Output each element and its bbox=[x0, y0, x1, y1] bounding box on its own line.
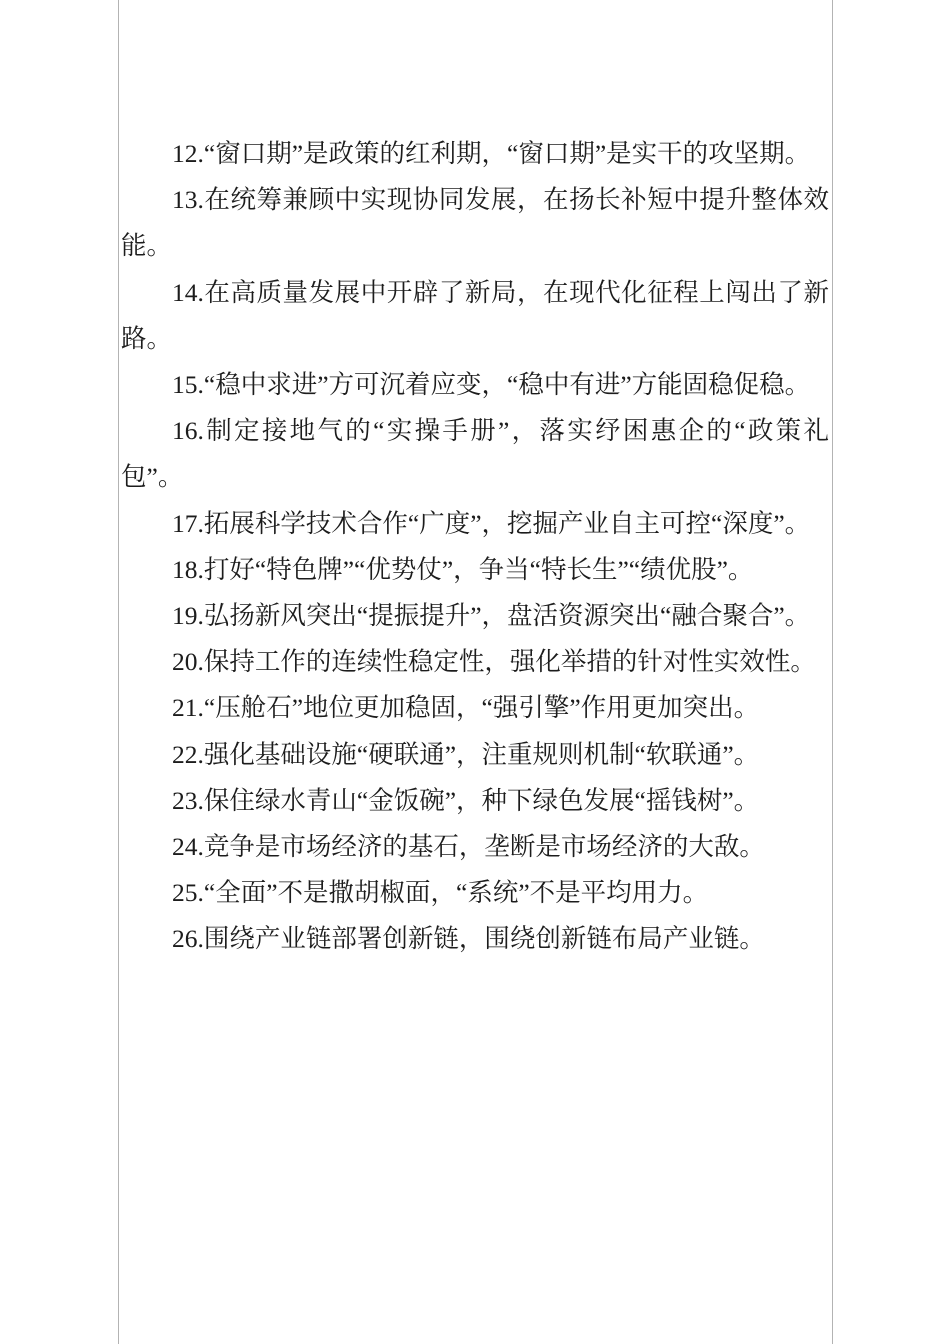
list-item bbox=[121, 639, 829, 685]
item-number: 19. bbox=[172, 601, 204, 631]
list-item bbox=[121, 270, 829, 362]
item-number: 12. bbox=[172, 139, 204, 168]
item-text: 竞争是市场经济的基石，垄断是市场经济的大敌。 bbox=[203, 832, 765, 862]
item-text: 围绕产业链部署创新链，围绕创新链布局产业链。 bbox=[203, 924, 765, 954]
item-text: 弘扬新风突出“提振提升”，盘活资源突出“融合聚合”。 bbox=[203, 601, 811, 631]
item-number: 17. bbox=[172, 508, 204, 538]
item-text: “窗口期”是政策的红利期，“窗口期”是实干的攻坚期。 bbox=[203, 139, 811, 168]
item-number: 20. bbox=[172, 647, 204, 677]
item-text: 在统筹兼顾中实现协同发展，在扬长补短中提升整体效能。 bbox=[121, 185, 829, 261]
item-number: 15. bbox=[172, 370, 204, 400]
item-text: 制定接地气的“实操手册”，落实纾困惠企的“政策礼包”。 bbox=[121, 416, 829, 492]
list-item bbox=[121, 547, 829, 593]
item-number: 16. bbox=[172, 416, 204, 446]
list-item bbox=[121, 732, 829, 778]
item-text: “稳中求进”方可沉着应变，“稳中有进”方能固稳促稳。 bbox=[203, 370, 811, 400]
list-item bbox=[121, 131, 829, 177]
item-text: “全面”不是撒胡椒面，“系统”不是平均用力。 bbox=[203, 878, 709, 908]
list-item bbox=[121, 870, 829, 916]
item-text: 在高质量发展中开辟了新局，在现代化征程上闯出了新路。 bbox=[121, 277, 829, 353]
list-item bbox=[121, 778, 829, 824]
list-item bbox=[121, 362, 829, 408]
list-item bbox=[121, 685, 829, 731]
item-number: 24. bbox=[172, 832, 204, 862]
item-number: 26. bbox=[172, 924, 204, 954]
item-number: 25. bbox=[172, 878, 204, 908]
list-item bbox=[121, 177, 829, 269]
list-item bbox=[121, 593, 829, 639]
page-margin-line-right bbox=[832, 0, 833, 1344]
item-number: 23. bbox=[172, 785, 204, 815]
list-item bbox=[121, 916, 829, 962]
list-item bbox=[121, 824, 829, 870]
item-text: 保持工作的连续性稳定性，强化举措的针对性实效性。 bbox=[203, 647, 816, 677]
list-item bbox=[121, 408, 829, 500]
item-text: 强化基础设施“硬联通”，注重规则机制“软联通”。 bbox=[203, 739, 760, 769]
item-text: “压舱石”地位更加稳固，“强引擎”作用更加突出。 bbox=[203, 693, 760, 723]
item-text: 保住绿水青山“金饭碗”，种下绿色发展“摇钱树”。 bbox=[203, 785, 760, 815]
item-text: 打好“特色牌”“优势仗”，争当“特长生”“绩优股”。 bbox=[203, 554, 754, 584]
item-text: 拓展科学技术合作“广度”，挖掘产业自主可控“深度”。 bbox=[203, 508, 811, 538]
item-number: 21. bbox=[172, 693, 204, 723]
item-number: 18. bbox=[172, 554, 204, 584]
list-item bbox=[121, 501, 829, 547]
item-number: 13. bbox=[172, 185, 204, 215]
document-body bbox=[119, 0, 832, 963]
item-number: 14. bbox=[172, 277, 204, 307]
item-number: 22. bbox=[172, 739, 204, 769]
